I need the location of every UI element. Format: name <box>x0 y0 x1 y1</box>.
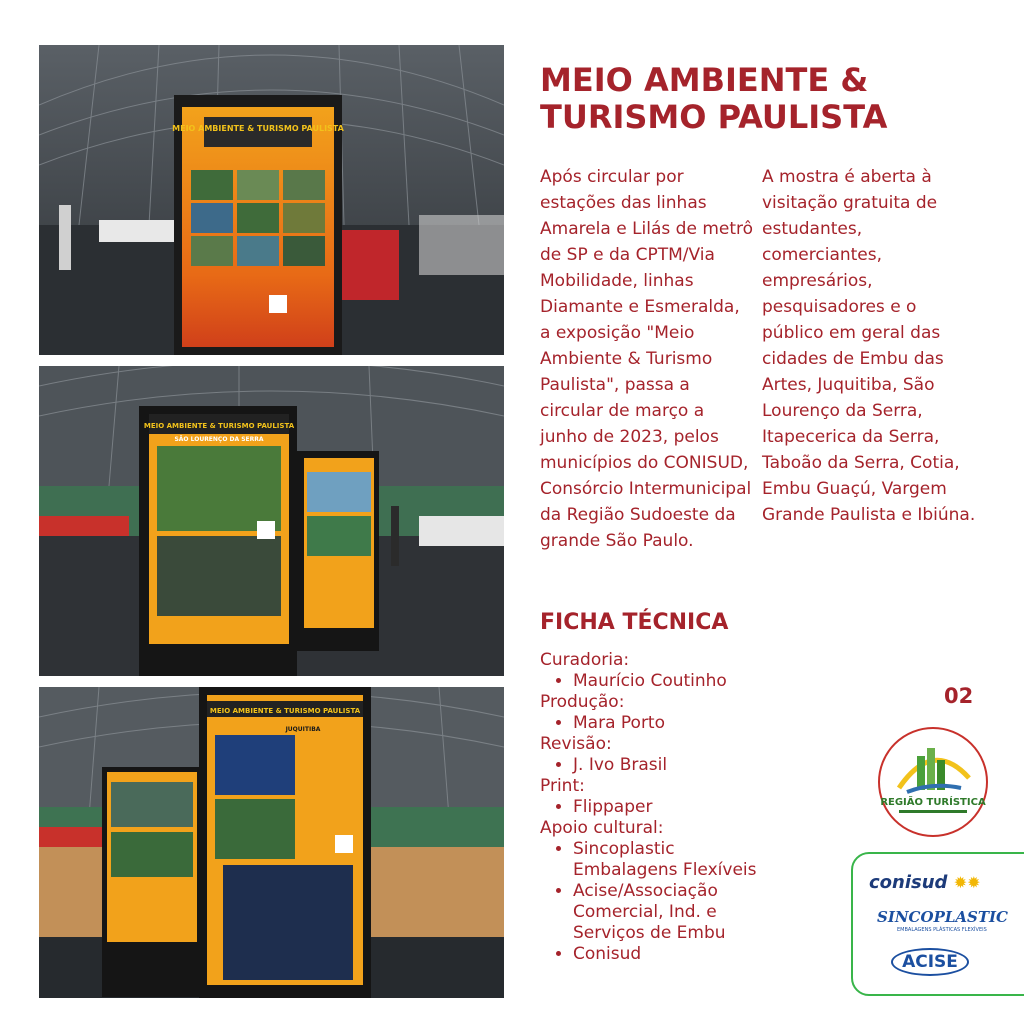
body-text-right: A mostra é aberta à visitação gratuita de estudantes, comerciantes, empresários, pesquisadores e o público em geral das cidades de Embu das Artes, Juquitiba, São Lourenço da Serra, Itapecerica da Serra, Taboão da Serra, Cotia, Embu Guaçú, Vargem Grande Paulista e Ibiúna. <box>762 167 976 525</box>
title-line-2: TURISMO PAULISTA <box>540 98 888 136</box>
acise-logo: ACISE <box>891 948 969 976</box>
curadoria-label: Curadoria: <box>540 650 630 670</box>
apoio-item: • Conisud <box>573 944 770 965</box>
revisao-label: Revisão: <box>540 734 612 754</box>
page-number: 02 <box>944 684 974 708</box>
page-title <box>540 62 980 136</box>
panel2-title: MEIO AMBIENTE & TURISMO PAULISTA <box>143 422 295 430</box>
ficha-tecnica-list <box>540 650 770 965</box>
apoio-item: • Acise/Associação Comercial, Ind. e Serviços de Embu <box>573 881 770 944</box>
conisud-logo-text: conisud <box>869 872 948 893</box>
sponsor-logos-box <box>851 852 1024 996</box>
ficha-tecnica-heading: FICHA TÉCNICA <box>540 610 729 635</box>
panel3-title: MEIO AMBIENTE & TURISMO PAULISTA <box>209 707 361 715</box>
print-value: • Flippaper <box>573 797 770 818</box>
title-line-1: MEIO AMBIENTE & <box>540 61 869 99</box>
regiao-logo-text: REGIÃO TURÍSTICA <box>880 797 986 808</box>
exhibition-photo-3 <box>39 687 504 998</box>
apoio-label: Apoio cultural: <box>540 818 664 838</box>
exhibition-photo-2 <box>39 366 504 676</box>
apoio-item: • Sincoplastic Embalagens Flexíveis <box>573 839 770 881</box>
sincoplastic-logo: SINCOPLASTIC <box>877 908 1008 926</box>
producao-label: Produção: <box>540 692 625 712</box>
panel3-subtitle: JUQUITIBA <box>285 726 321 733</box>
conisud-logo <box>869 872 981 893</box>
panel2-subtitle: SÃO LOURENÇO DA SERRA <box>174 436 264 443</box>
sincoplastic-tagline: EMBALAGENS PLÁSTICAS FLEXÍVEIS <box>897 927 987 933</box>
print-label: Print: <box>540 776 585 796</box>
panel1-title: MEIO AMBIENTE & TURISMO PAULISTA <box>172 124 344 133</box>
regiao-turistica-logo <box>877 726 989 838</box>
body-text-left: Após circular por estações das linhas Amarela e Lilás de metrô de SP e da CPTM/Via Mobilidade, linhas Diamante e Esmeralda, a exposição "Meio Ambiente & Turismo Paulista", passa a circular de março a junho de 2023, pelos municípios do CONISUD, Consórcio Intermunicipal da Região Sudoeste da grande São Paulo. <box>540 167 754 551</box>
revisao-value: • J. Ivo Brasil <box>573 755 770 776</box>
gear-icon: ✹✹ <box>953 873 981 892</box>
exhibition-photo-1 <box>39 45 504 355</box>
curadoria-value: • Maurício Coutinho <box>573 671 770 692</box>
producao-value: • Mara Porto <box>573 713 770 734</box>
